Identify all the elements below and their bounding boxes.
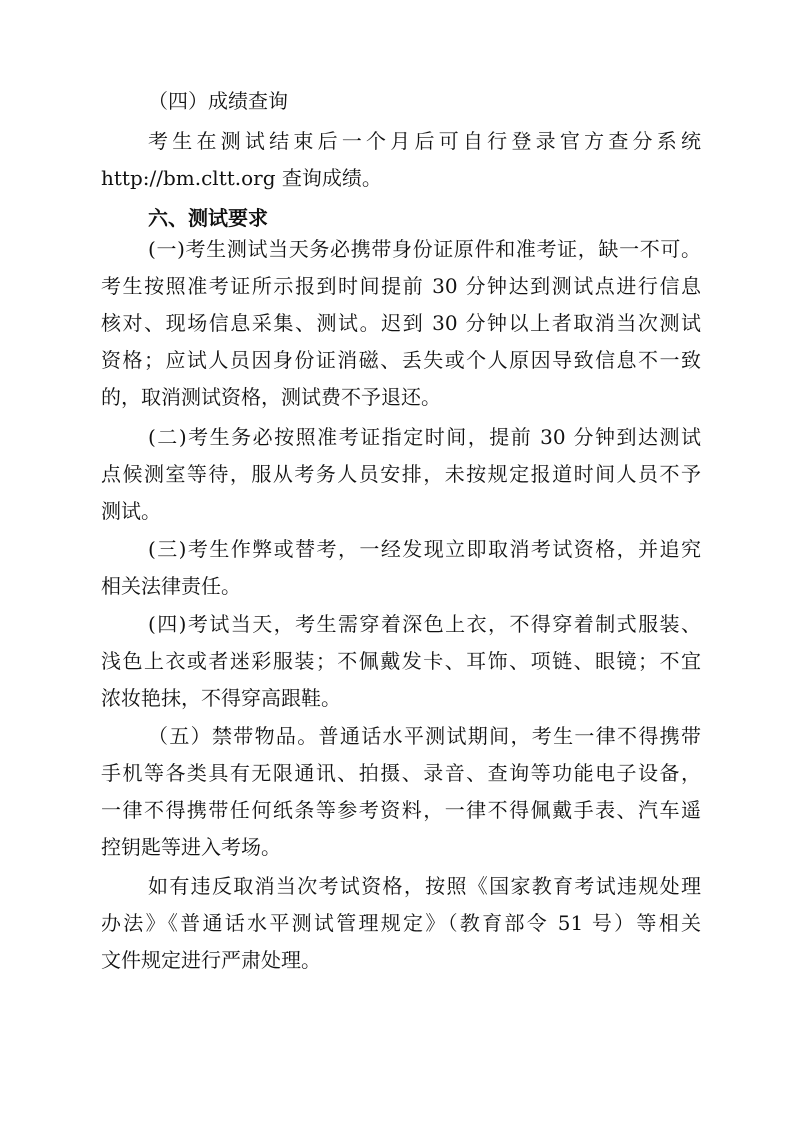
paragraph-line: (三)考生作弊或替考，一经发现立即取消考试资格，并追究 [148, 537, 701, 561]
paragraph-line: （五）禁带物品。普通话水平测试期间，考生一律不得携带 [148, 724, 701, 748]
paragraph-line: 相关法律责任。 [101, 574, 241, 598]
paragraph-line: 点候测室等待，服从考务人员安排，未按规定报道时间人员不予 [101, 462, 701, 486]
paragraph-line: 一律不得携带任何纸条等参考资料，一律不得佩戴手表、汽车遥 [101, 798, 701, 822]
paragraph-line: 浅色上衣或者迷彩服装；不佩戴发卡、耳饰、项链、眼镜；不宜 [101, 649, 701, 673]
section-four-heading: （四）成绩查询 [148, 89, 288, 113]
paragraph-line: 测试。 [101, 499, 161, 523]
paragraph-line: 控钥匙等进入考场。 [101, 835, 281, 859]
paragraph-line: 考生在测试结束后一个月后可自行登录官方查分系统 [148, 129, 701, 153]
paragraph-line: 办法》《普通话水平测试管理规定》（教育部令 51 号）等相关 [101, 911, 701, 935]
paragraph-line: 手机等各类具有无限通讯、拍摄、录音、查询等功能电子设备， [101, 761, 701, 785]
paragraph-line: 如有违反取消当次考试资格，按照《国家教育考试违规处理 [148, 874, 701, 898]
paragraph-line: 浓妆艳抹，不得穿高跟鞋。 [101, 686, 341, 710]
paragraph-line: 核对、现场信息采集、测试。迟到 30 分钟以上者取消当次测试 [101, 311, 701, 335]
paragraph-line: 资格；应试人员因身份证消磁、丢失或个人原因导致信息不一致 [101, 348, 701, 372]
paragraph-line: http://bm.cltt.org 查询成绩。 [101, 166, 382, 190]
paragraph-line: 考生按照准考证所示报到时间提前 30 分钟达到测试点进行信息 [101, 274, 701, 298]
paragraph-line: (四)考试当天，考生需穿着深色上衣，不得穿着制式服装、 [148, 612, 701, 636]
paragraph-line: (二)考生务必按照准考证指定时间，提前 30 分钟到达测试 [148, 425, 701, 449]
section-six-heading: 六、测试要求 [148, 206, 268, 230]
paragraph-line: 文件规定进行严肃处理。 [101, 948, 321, 972]
paragraph-line: 的，取消测试资格，测试费不予退还。 [101, 385, 441, 409]
paragraph-line: (一)考生测试当天务必携带身份证原件和准考证，缺一不可。 [148, 237, 701, 261]
